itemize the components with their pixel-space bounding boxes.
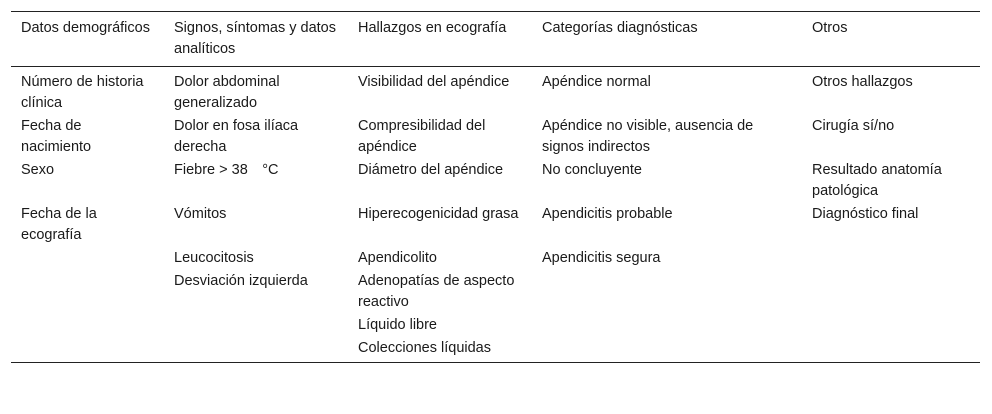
table-cell [802,247,980,270]
table-cell [11,270,164,314]
table-row [11,67,980,116]
column-header-ultrasound-findings: Hallazgos en ecografía [348,12,532,67]
table-cell: Compresibilidad del apéndice [358,118,486,155]
table-row [11,247,980,270]
table-cell: Dolor abdominal generalizado [174,74,280,111]
table-cell: Otros hallazgos [812,74,913,90]
table-cell [11,247,164,270]
table-cell [164,314,348,337]
table-cell: Visibilidad del apéndice [358,74,510,90]
table-cell [532,337,802,363]
table-row [11,203,980,247]
table-cell: Sexo [21,162,55,178]
table-cell: Dolor en fosa ilíaca derecha [174,118,299,155]
table-cell [802,314,980,337]
table-cell: Diámetro del apéndice [358,162,504,178]
table-cell: Apendicitis segura [542,250,661,266]
table-cell: Cirugía sí/no [812,118,895,134]
column-header-demographics: Datos demográficos [11,12,164,67]
table-cell: Hiperecogenicidad grasa [358,206,519,222]
table-cell [11,337,164,363]
table-cell: Apéndice normal [542,74,651,90]
table-cell: Adenopatías de aspecto reactivo [358,273,515,310]
table-row [11,314,980,337]
table-cell: Apendicolito [358,250,437,266]
table-cell: Leucocitosis [174,250,254,266]
table-row [11,337,980,363]
table-cell: Vómitos [174,206,227,222]
table-cell [532,270,802,314]
table-cell: Diagnóstico final [812,206,919,222]
table-cell: Apéndice no visible, ausencia de signos indirectos [542,118,754,155]
table-cell: Colecciones líquidas [348,337,532,363]
table-row [11,270,980,314]
table-cell: Fiebre > 38 °C [174,162,279,178]
variables-table [11,11,980,363]
table-header-row [11,12,980,67]
column-header-diagnostic-categories: Categorías diagnósticas [532,12,802,67]
table-cell: No concluyente [542,162,642,178]
table-cell [802,337,980,363]
column-header-signs-symptoms: Signos, síntomas y datos analíticos [164,12,348,67]
data-table-container [11,11,980,363]
table-cell [11,314,164,337]
column-header-others: Otros [802,12,980,67]
table-cell: Número de historia clínica [21,74,144,111]
table-row [11,159,980,203]
table-cell [164,337,348,363]
table-cell [802,270,980,314]
table-cell: Resultado anatomía patológica [812,162,942,199]
table-cell: Líquido libre [358,317,437,333]
table-row [11,115,980,159]
table-cell: Apendicitis probable [542,206,673,222]
table-cell: Fecha de la ecografía [21,206,97,243]
table-cell: Fecha de nacimiento [21,118,92,155]
table-cell [532,314,802,337]
table-cell: Desviación izquierda [174,273,308,289]
